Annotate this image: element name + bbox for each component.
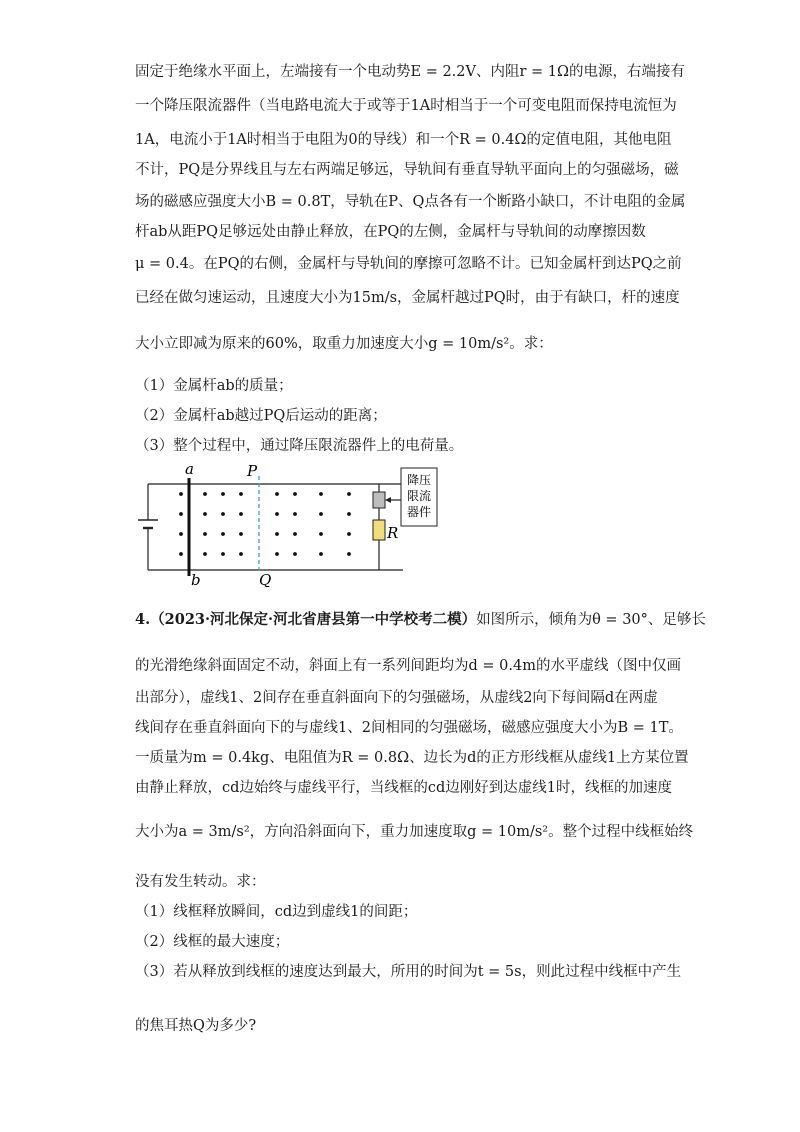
field-dot <box>293 492 297 496</box>
field-dot <box>221 512 225 516</box>
field-dot <box>221 552 225 556</box>
p3-line-2: 一个降压限流器件（当电路电流大于或等于1A时相当于一个可变电阻而保持电流恒为 <box>135 98 677 114</box>
p3-line-8: 已经在做匀速运动，且速度大小为15m/s，金属杆越过PQ时，由于有缺口，杆的速度 <box>135 290 680 306</box>
battery-icon <box>138 520 158 534</box>
field-dot <box>221 532 225 536</box>
field-dot <box>179 492 183 496</box>
label-q: Q <box>259 571 272 587</box>
field-dot <box>239 552 243 556</box>
field-dot <box>275 552 279 556</box>
p3-question-2: （2）金属杆ab越过PQ后运动的距离； <box>135 408 387 424</box>
p4-line-5: 一质量为m = 0.4kg、电阻值为R = 0.8Ω、边长为d的正方形线框从虚线1上方某位置 <box>135 750 689 766</box>
device-label-2: 限流 <box>406 489 432 503</box>
label-b: b <box>191 571 201 587</box>
label-r: R <box>387 524 399 542</box>
p4-line-8: 没有发生转动。求： <box>135 874 266 890</box>
field-dot <box>293 552 297 556</box>
field-dot <box>179 512 183 516</box>
field-dot <box>275 532 279 536</box>
p4-question-2: （2）线框的最大速度； <box>135 934 290 950</box>
field-dot <box>319 512 323 516</box>
p3-line-5: 场的磁感应强度大小B = 0.8T，导轨在P、Q点各有一个断路小缺口，不计电阻的金属 <box>135 194 686 210</box>
p3-line-9: 大小立即减为原来的60%，取重力加速度大小g = 10m/s²。求： <box>135 336 553 352</box>
field-dot <box>347 552 351 556</box>
p3-line-4: 不计，PQ是分界线且与左右两端足够远，导轨间有垂直导轨平面向上的匀强磁场，磁 <box>135 162 679 178</box>
p3-question-3: （3）整个过程中，通过降压限流器件上的电荷量。 <box>135 438 464 454</box>
resistor-icon <box>373 520 385 540</box>
field-dot <box>319 532 323 536</box>
device-label-3: 器件 <box>406 505 432 519</box>
field-dot <box>239 532 243 536</box>
p3-line-1: 固定于绝缘水平面上，左端接有一个电动势E = 2.2V、内阻r = 1Ω的电源，右端接有 <box>135 64 686 80</box>
field-dot <box>239 512 243 516</box>
limiter-element-icon <box>373 492 385 508</box>
label-a: a <box>185 462 194 478</box>
field-dot <box>203 532 207 536</box>
field-dot <box>319 492 323 496</box>
p4-line-4: 线间存在垂直斜面向下的与虚线1、2间相同的匀强磁场，磁感应强度大小为B = 1T。 <box>135 720 683 736</box>
p3-line-3: 1A，电流小于1A时相当于电阻为0的导线）和一个R = 0.4Ω的定值电阻，其他电阻 <box>135 132 672 148</box>
field-dot <box>203 552 207 556</box>
p4-question-3: （3）若从释放到线框的速度达到最大，所用的时间为t = 5s，则此过程中线框中产生 <box>135 964 682 980</box>
p4-line-2: 的光滑绝缘斜面固定不动，斜面上有一系列间距均为d = 0.4m的水平虚线（图中仅画 <box>135 658 681 674</box>
rail-circuit-diagram <box>135 462 445 587</box>
p4-line-7: 大小为a = 3m/s²，方向沿斜面向下，重力加速度取g = 10m/s²。整个过程中线框始终 <box>135 824 694 840</box>
device-label-1: 降压 <box>406 473 432 487</box>
p3-line-6: 杆ab从距PQ足够远处由静止释放，在PQ的左侧，金属杆与导轨间的动摩擦因数 <box>135 224 646 240</box>
p3-line-7: μ = 0.4。在PQ的右侧，金属杆与导轨间的摩擦可忽略不计。已知金属杆到达PQ之前 <box>135 256 682 272</box>
field-dot <box>179 532 183 536</box>
field-dot <box>275 512 279 516</box>
p4-question-3-cont: 的焦耳热Q为多少? <box>135 1018 257 1034</box>
field-dot <box>293 512 297 516</box>
field-dot <box>275 492 279 496</box>
field-dot <box>319 552 323 556</box>
field-dot <box>347 512 351 516</box>
p4-line-3: 出部分），虚线1、2间存在垂直斜面向下的匀强磁场，从虚线2向下每间隔d在两虚 <box>135 690 658 706</box>
field-dot <box>221 492 225 496</box>
p4-first-line <box>135 610 706 630</box>
field-dot <box>239 492 243 496</box>
field-dot <box>179 552 183 556</box>
label-p: P <box>247 462 258 480</box>
arrow-icon <box>385 497 391 503</box>
p4-line-6: 由静止释放，cd边始终与虚线平行，当线框的cd边刚好到达虚线1时，线框的加速度 <box>135 780 673 796</box>
field-dot <box>347 492 351 496</box>
field-dot <box>347 532 351 536</box>
p4-first-line-rest: 如图所示，倾角为θ = 30°、足够长 <box>476 612 706 628</box>
p3-question-1: （1）金属杆ab的质量； <box>135 378 293 394</box>
p4-question-1: （1）线框释放瞬间，cd边到虚线1的间距； <box>135 904 418 920</box>
field-dot <box>203 492 207 496</box>
field-dot <box>293 532 297 536</box>
magnetic-field-dots <box>179 492 351 556</box>
p4-source: 4.（2023·河北保定·河北省唐县第一中学校考二模） <box>135 611 477 628</box>
field-dot <box>203 512 207 516</box>
